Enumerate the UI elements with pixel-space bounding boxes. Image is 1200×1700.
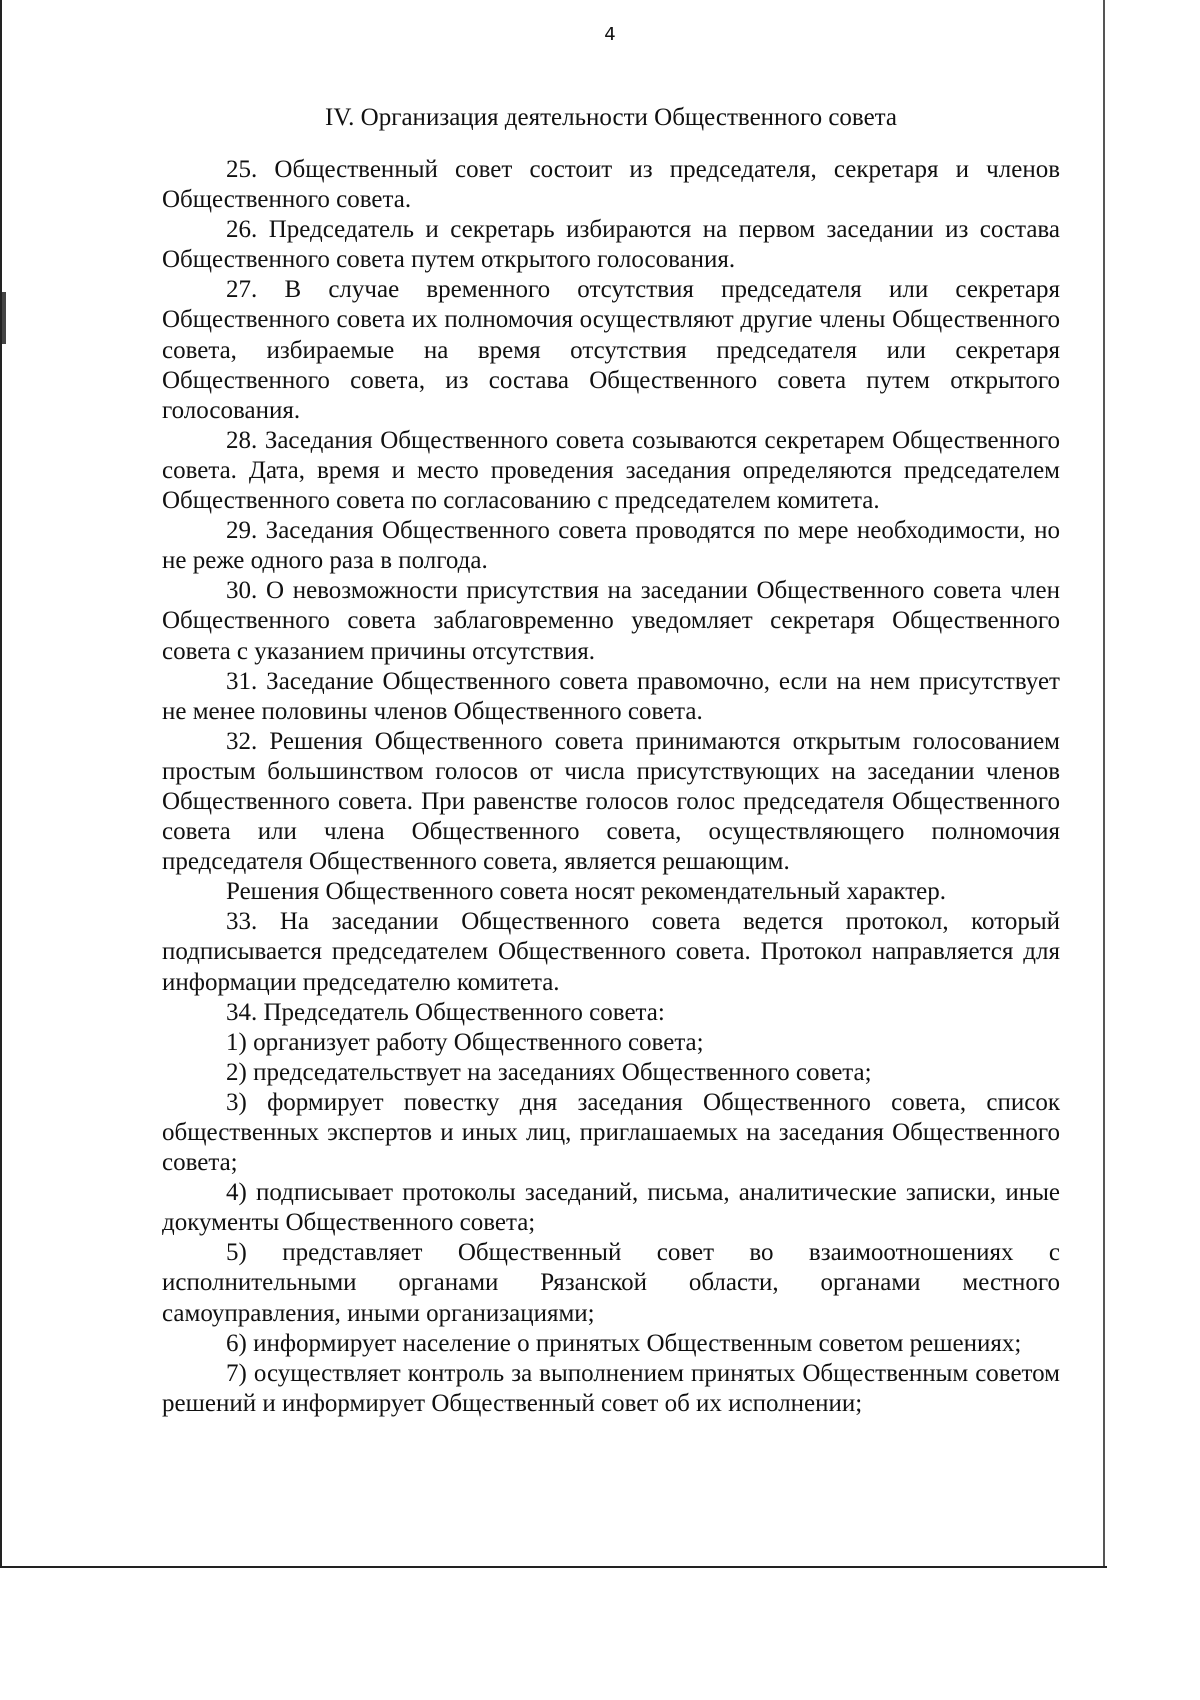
list-item-34-4: 4) подписывает протоколы заседаний, письма, аналитические записки, иные документы Общественного совета;: [162, 1179, 1060, 1237]
page-number: 4: [604, 24, 616, 45]
paragraph-29: 29. Заседания Общественного совета проводятся по мере необходимости, но не реже одного раза в полгода.: [162, 517, 1060, 575]
scan-right-border: [1103, 0, 1105, 1568]
paragraph-30: 30. О невозможности присутствия на заседании Общественного совета член Общественного совета заблаговременно уведомляет секретаря Общественного совета с указанием причины отсутствия.: [162, 577, 1060, 665]
list-item-34-2: 2) председательствует на заседаниях Общественного совета;: [226, 1058, 872, 1086]
scan-left-mark: [2, 292, 6, 344]
paragraph-32-note: Решения Общественного совета носят рекомендательный характер.: [226, 878, 946, 906]
paragraph-25: 25. Общественный совет состоит из председателя, секретаря и членов Общественного совета.: [162, 156, 1060, 214]
document-body: [162, 155, 1060, 1419]
paragraph-32: 32. Решения Общественного совета принимаются открытым голосованием простым большинством голосов от числа присутствующих на заседании членов Общественного совета. При равенстве голосов голос председателя Общественного совета или члена Общественного совета, осуществляющего полномочия председателя Общественного совета, является решающим.: [162, 727, 1060, 876]
paragraph-34: 34. Председатель Общественного совета:: [226, 998, 665, 1026]
list-item-34-5: 5) представляет Общественный совет во взаимоотношениях с исполнительными органами Рязанской области, органами местного самоуправления, иными организациями;: [162, 1239, 1060, 1327]
section-heading: IV. Организация деятельности Общественного совета: [325, 104, 897, 131]
paragraph-33: 33. На заседании Общественного совета ведется протокол, который подписывается председателем Общественного совета. Протокол направляется для информации председателю комитета.: [162, 908, 1060, 996]
scan-bottom-border: [0, 1566, 1107, 1568]
paragraph-31: 31. Заседание Общественного совета правомочно, если на нем присутствует не менее половины членов Общественного совета.: [162, 667, 1060, 725]
list-item-34-7: 7) осуществляет контроль за выполнением принятых Общественным советом решений и информирует Общественный совет об их исполнении;: [162, 1359, 1060, 1417]
paragraph-28: 28. Заседания Общественного совета созываются секретарем Общественного совета. Дата, время и место проведения заседания определяются председателем Общественного совета по согласованию с председателем комитета.: [162, 426, 1060, 515]
list-item-34-3: 3) формирует повестку дня заседания Общественного совета, список общественных экспертов и иных лиц, приглашаемых на заседания Общественного совета;: [162, 1088, 1060, 1177]
scan-left-border: [0, 0, 2, 1568]
list-item-34-1: 1) организует работу Общественного совета;: [226, 1028, 704, 1056]
list-item-34-6: 6) информирует население о принятых Общественным советом решениях;: [226, 1329, 1022, 1357]
paragraph-26: 26. Председатель и секретарь избираются на первом заседании из состава Общественного совета путем открытого голосования.: [162, 216, 1060, 274]
paragraph-27: 27. В случае временного отсутствия председателя или секретаря Общественного совета их полномочия осуществляют другие члены Общественного совета, избираемые на время отсутствия председателя или секретаря Общественного совета, из состава Общественного совета путем открытого голосования.: [162, 276, 1060, 424]
